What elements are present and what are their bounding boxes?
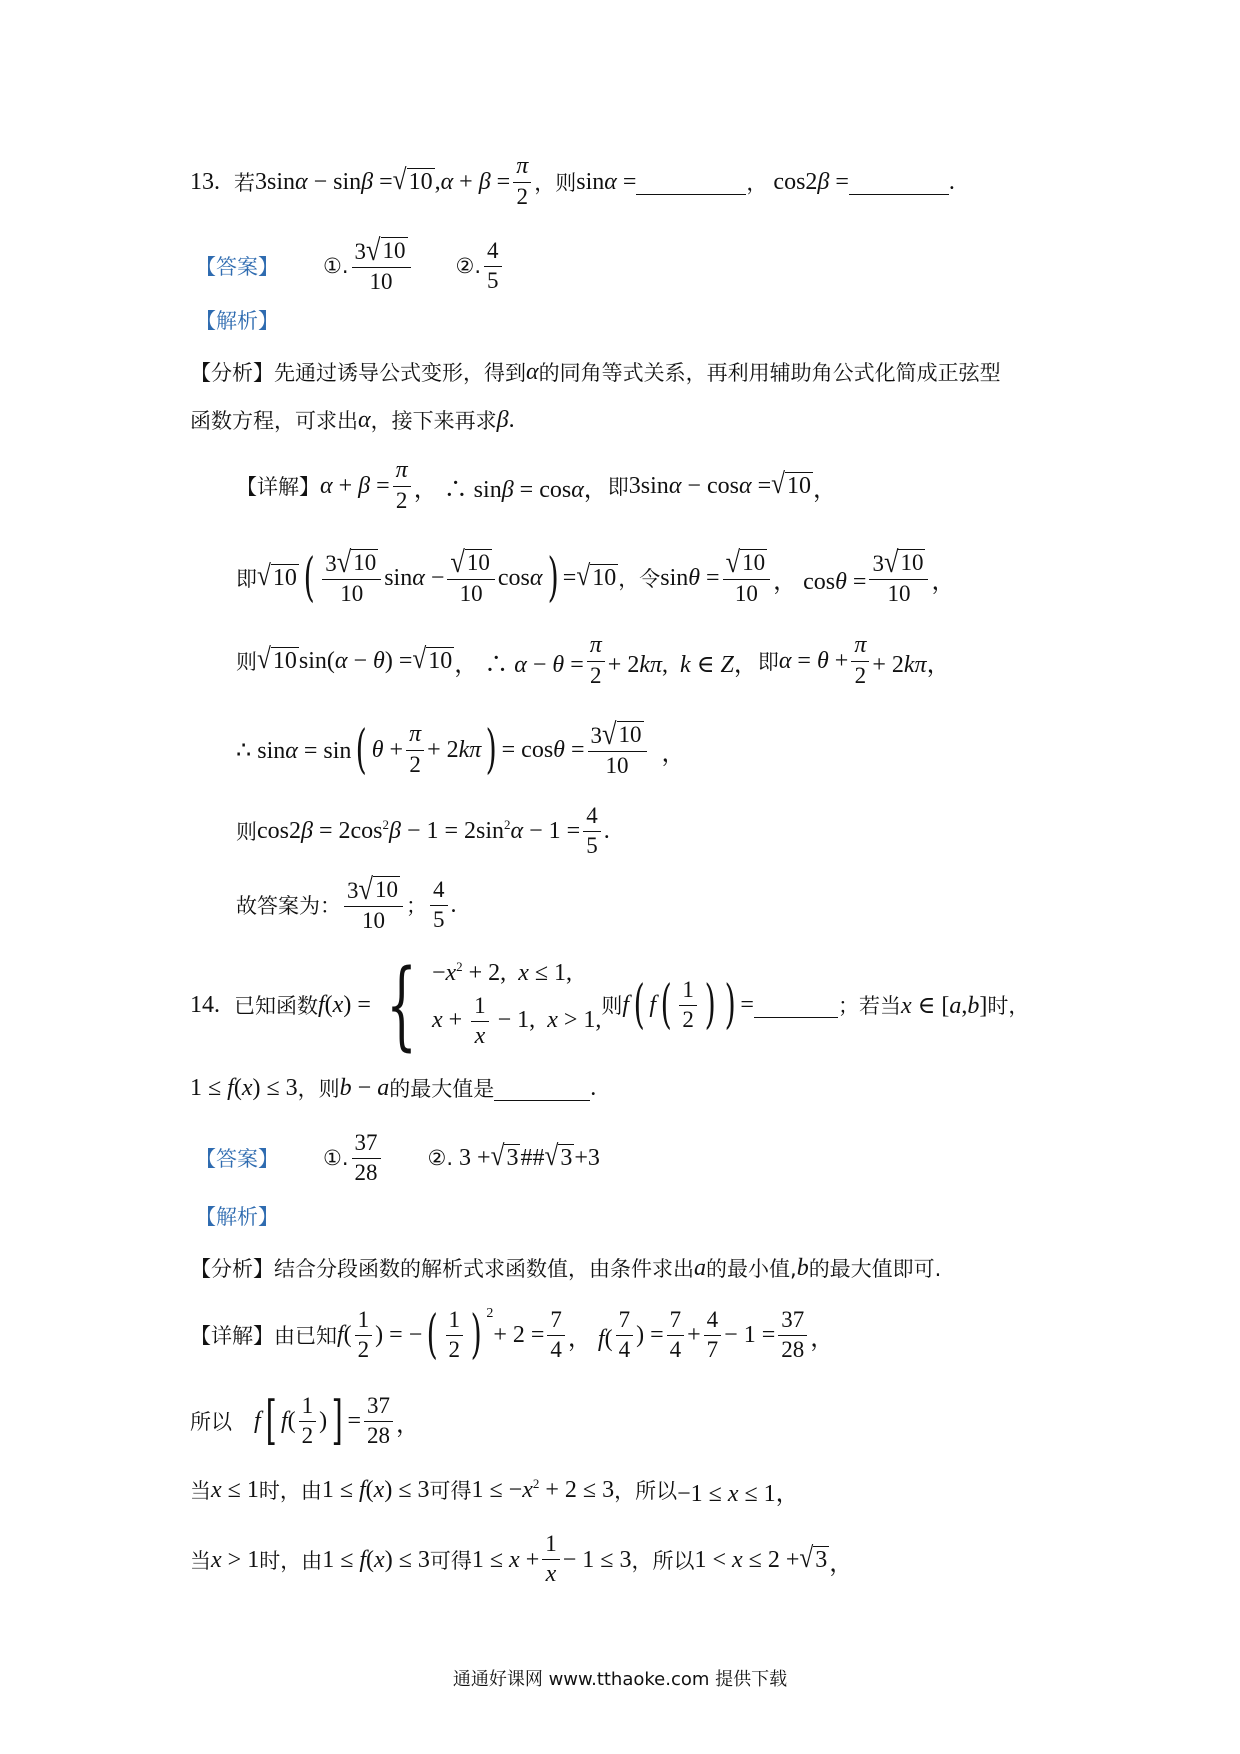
problem-number: 13. [190,168,220,195]
detail-text: 可得 [429,1549,472,1573]
formula: cos2β = [767,168,849,195]
piecewise-cases: $-x^2 + 2$, x ≤ 1, x + $\frac{1}{x}$ − 1, x > 1, [431,959,602,1049]
analysis-heading [195,300,279,340]
fenxi-text: 函数方程，可求出 [190,409,358,433]
detail-text: 即 [236,567,257,591]
analysis-tag: 【解析】 [195,309,279,333]
detail-13-line1: 【详解】 α + β = $\frac{\pi}{2}$ ， ∴ sinβ = cosα， 即 3sinα − cosα = √ 10 ， [236,457,837,514]
answer-tag: 【答案】 [195,255,279,279]
problem-text: 时， [987,994,1030,1018]
detail-text: ，令 [618,567,661,591]
detail-13-line2: 即 √ 10 ( 3 √ 10 10 sinα − √ 10 10 cosα ) = √ 10 ，令 sinθ = √ 10 10 ， cosθ = 3 √ 10 10 ， [236,544,956,608]
detail-13-line6: 故答案为： 3 √ 10 10 ； $\frac{4}{5}$ . [236,871,457,933]
period: . [948,168,955,195]
fenxi-text: 结合分段函数的解析式求函数值，由条件求出 [274,1257,694,1281]
detail-text: 可得 [429,1479,472,1503]
fenxi-14: 【分析】 结合分段函数的解析式求函数值，由条件求出 a 的最小值, b 的最大值即可. [190,1254,942,1281]
detail-text: 时，由 [258,1479,322,1503]
detail-13-line4: ∴ sinα = sin ( θ + $\frac{\pi}{2}$ + 2kπ ) = cosθ = 3 √ 10 10 ， [236,716,686,780]
problem-text: ；若当 [837,994,901,1018]
problem-number: 14. [190,991,220,1018]
sqrt: √ 10 [392,163,433,196]
fenxi-text: 的最大值即可. [808,1257,942,1281]
detail-text: 当 [190,1549,211,1573]
problem-14-line2: 1 ≤ f(x) ≤ 3 ，则 b − a 的最大值是 . [190,1074,597,1101]
period: . [508,406,515,433]
answer-marker: ②. [455,254,482,278]
detail-text: 则 [236,820,257,844]
answer-blank [494,1076,590,1101]
detail-text: ，所以 [631,1549,695,1573]
fenxi-text: 的最小值, [706,1257,797,1281]
fenxi-tag: 【分析】 [190,361,274,385]
analysis-heading-14 [195,1196,279,1236]
problem-text: 的最大值是 [389,1077,495,1101]
formula: sinα = [576,168,637,195]
formula: ,α + β = [434,168,511,195]
detail-tag: 【详解】 [190,1324,274,1348]
answer-separator: ## [520,1144,545,1171]
answer-blank [754,993,838,1018]
answer-13 [195,232,505,296]
fenxi-text: ，接下来再求 [370,409,497,433]
detail-text: 所以 [190,1410,232,1434]
then-label: 则 [555,171,577,195]
answer-fraction: 3 √ 10 10 [352,237,411,295]
fenxi-text: 的同角等式关系，再利用辅助角公式化简成正弦型 [538,361,1001,385]
answer-marker: ①. [323,1146,349,1170]
detail-text: 时，由 [259,1549,323,1573]
answer-fraction: $\frac{4}{5}$ [484,238,502,294]
problem-text: ，则 [297,1077,340,1101]
detail-text: 由已知 [274,1324,337,1348]
detail-text: 即 [757,650,779,674]
fenxi-13-line2: 函数方程，可求出 α ，接下来再求 β . [190,406,515,433]
problem-14-statement: 14. 已知函数 f(x) = { $-x^2 + 2$, x ≤ 1, x + $\frac{1}{x}$ − 1, x > 1, 则 f ( f ( $\frac{1}{2}$ ) ) = ；若当 x ∈ [a,b] 时， [190,949,1030,1061]
fraction: $\frac{\pi}{2}$ [513,153,531,210]
detail-14-line4: 当 x > 1 时，由 1 ≤ f(x) ≤ 3 可得 1 ≤ x + $\frac{1}{x}$ − 1 ≤ 3 ，所以 1 < x ≤ 2 + √ 3 ， [190,1531,854,1587]
detail-14-line2: 所以 f [ f( $\frac{1}{2}$ ) ] = $\frac{37}{28}$ ， [190,1391,420,1451]
detail-text: 故答案为： [236,894,341,918]
answer-marker: ①. [323,254,349,278]
fenxi-text: 先通过诱导公式变形，得到 [274,361,526,385]
answer-14: 【答案】 ①. $\frac{37}{28}$ ②. 3 + √ 3 ## √ 3 +3 [195,1130,600,1185]
detail-13-line5: 则 $\cos 2\beta = 2\cos^2\beta - 1 = 2\sin^2\alpha - 1$ = $\frac{4}{5}$ . [236,803,610,858]
problem-13-statement [190,152,955,212]
detail-14-line1: 【详解】 由已知 f( $\frac{1}{2}$ ) = − ( $\frac{1}{2}$ ) $^2$ + 2 = $\frac{7}{4}$ ， f( $\frac{7}{4}$ ) = $\frac{7}{4}$ + $\frac{4}{7}$ − 1 = $\frac{37}{28}$ ， [190,1305,835,1365]
comma: ， [534,171,556,195]
detail-14-line3: 当 x ≤ 1 时，由 1 ≤ f(x) ≤ 3 可得 $1 \le -x^2 + 2 \le 3$ ，所以 −1 ≤ x ≤ 1， [190,1476,800,1507]
answer-blank [849,170,949,195]
detail-text: ，所以 [614,1479,678,1503]
detail-text: 即 [607,475,629,499]
semicolon: ； [406,894,428,918]
detail-tag: 【详解】 [236,475,320,499]
detail-text: 当 [190,1479,211,1503]
analysis-tag: 【解析】 [195,1205,279,1229]
answer-tag: 【答案】 [195,1147,279,1171]
problem-text: 若 [234,171,255,195]
detail-13-line3: 则 √ 10 sin(α − θ) = √ 10 ， ∴ α − θ = $\frac{\pi}{2}$ + 2kπ, k ∈ Z， 即 α = θ + $\frac{\pi}{2}$ + 2kπ， [236,632,951,689]
fenxi-tag: 【分析】 [190,1257,274,1281]
comma: ， [746,171,768,195]
detail-text: 则 [236,650,257,674]
footer-watermark: 通通好课网 www.tthaoke.com 提供下载 [452,1669,788,1690]
answer-marker: ②. [427,1146,454,1170]
formula: 3sinα − sinβ = [255,168,393,195]
answer-blank [636,170,746,195]
fenxi-13-line1: 【分析】 先通过诱导公式变形，得到 α 的同角等式关系，再利用辅助角公式化简成正弦型 [190,358,1001,385]
period: . [590,1074,597,1101]
problem-text: 已知函数 [234,994,318,1018]
problem-text: 则 [601,994,623,1018]
